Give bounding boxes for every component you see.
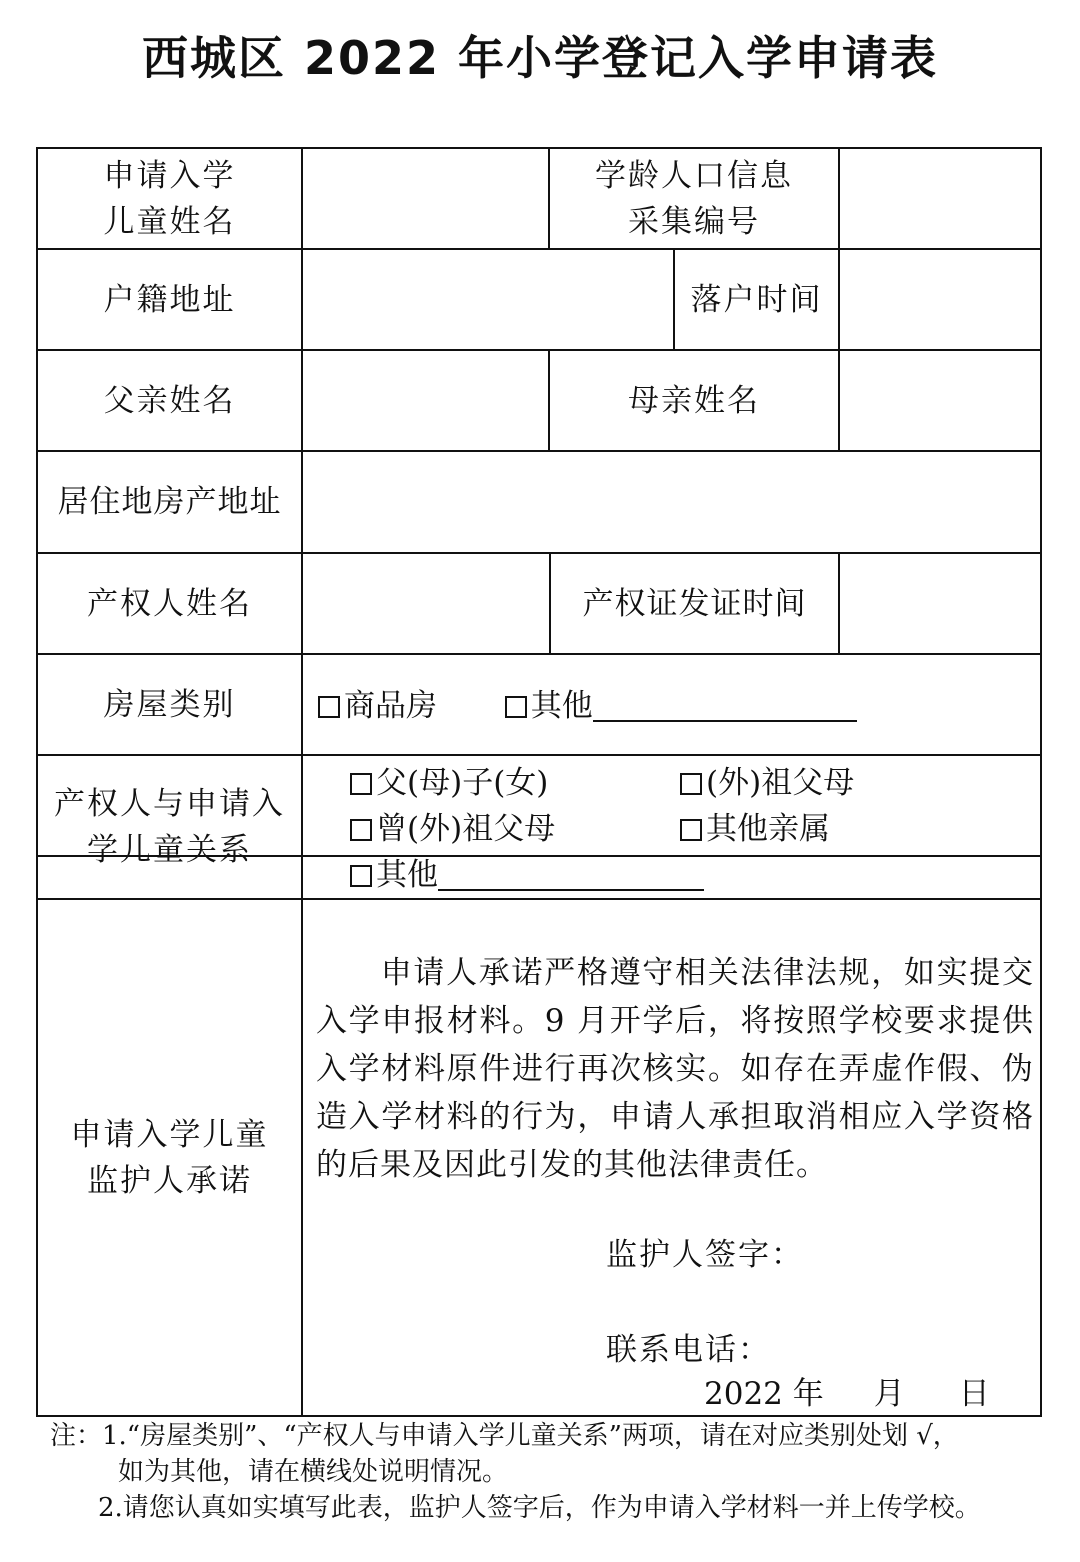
date-month-label: 月 xyxy=(873,1376,905,1412)
pledge-label-line2: 监护人承诺 xyxy=(87,1162,252,1199)
settle-time-label: 落户时间 xyxy=(690,281,823,318)
house-type-options xyxy=(318,683,857,729)
settle-time-field[interactable] xyxy=(840,250,1040,349)
great-grandparent-checkbox[interactable] xyxy=(350,819,372,841)
date-day-label: 日 xyxy=(958,1376,990,1412)
relation-label-line2: 学儿童关系 xyxy=(87,832,252,868)
relation-other-checkbox[interactable] xyxy=(350,865,372,887)
relation-option-parent-child xyxy=(350,760,548,806)
pledge-text-body: 申请人承诺严格遵守相关法律法规，如实提交入学申报材料。9 月开学后，将按照学校要求提供入学材料原件进行再次核实。如存在弄虚作假、伪造入学材料的行为，申请人承担取消相应入学资格的后果及因此引发的其他法律责任。 xyxy=(316,955,1034,1183)
contact-phone-label: 联系电话： xyxy=(606,1332,771,1368)
pledge-label xyxy=(38,900,301,1415)
residence-address-field[interactable] xyxy=(303,452,1040,552)
relation-option-grandparent xyxy=(680,760,854,806)
application-form xyxy=(36,147,1042,1417)
census-code-label xyxy=(550,149,838,248)
owner-name-label: 产权人姓名 xyxy=(87,585,252,622)
cert-date-field[interactable] xyxy=(840,554,1040,653)
relation-other-option-label: 其他 xyxy=(376,857,438,893)
child-name-label-line2: 儿童姓名 xyxy=(103,203,236,240)
relation-label xyxy=(38,756,301,898)
great-grandparent-option-label: 曾(外)祖父母 xyxy=(376,811,556,847)
census-code-label-line1: 学龄人口信息 xyxy=(595,157,793,194)
child-name-label-line1: 申请入学 xyxy=(103,157,236,194)
mother-name-label: 母亲姓名 xyxy=(628,382,760,419)
grandparent-option-label: (外)祖父母 xyxy=(706,765,855,801)
house-other-checkbox[interactable] xyxy=(505,696,527,718)
house-type-label: 房屋类别 xyxy=(103,686,236,723)
form-notes xyxy=(50,1418,1050,1526)
child-name-field[interactable] xyxy=(303,149,548,248)
date-year-label: 2022 年 xyxy=(704,1376,824,1412)
note-line-2: 如为其他，请在横线处说明情况。 xyxy=(118,1457,509,1487)
hukou-address-field[interactable] xyxy=(303,250,673,349)
parent-child-option-label: 父(母)子(女) xyxy=(376,765,549,801)
note-line-1: 注：1.“房屋类别”、“产权人与申请入学儿童关系”两项，请在对应类别处划 √， xyxy=(50,1421,959,1451)
relation-option-other xyxy=(350,852,704,898)
residence-address-label: 居住地房产地址 xyxy=(57,484,282,520)
pledge-text xyxy=(316,949,1034,1189)
house-other-blank[interactable] xyxy=(593,690,857,722)
census-code-label-line2: 采集编号 xyxy=(628,203,760,240)
form-title: 西城区 2022 年小学登记入学申请表 xyxy=(141,31,939,85)
house-other-option-label: 其他 xyxy=(530,688,593,724)
mother-name-field[interactable] xyxy=(840,351,1040,450)
commercial-checkbox[interactable] xyxy=(318,696,340,718)
cert-date-label: 产权证发证时间 xyxy=(582,585,807,622)
other-relative-checkbox[interactable] xyxy=(680,819,702,841)
relation-option-great-grandparent xyxy=(350,806,555,852)
father-name-field[interactable] xyxy=(303,351,548,450)
pledge-label-line1: 申请入学儿童 xyxy=(70,1116,269,1153)
other-relative-option-label: 其他亲属 xyxy=(706,811,830,847)
relation-other-blank[interactable] xyxy=(438,859,704,891)
relation-option-other-relative xyxy=(680,806,830,852)
owner-name-field[interactable] xyxy=(303,554,549,653)
grandparent-checkbox[interactable] xyxy=(680,773,702,795)
father-name-label: 父亲姓名 xyxy=(103,382,236,419)
census-code-field[interactable] xyxy=(840,149,1040,248)
guardian-signature-label: 监护人签字： xyxy=(606,1237,804,1273)
pledge-date xyxy=(704,1371,990,1417)
child-name-label xyxy=(38,149,301,248)
parent-child-checkbox[interactable] xyxy=(350,773,372,795)
relation-label-line1: 产权人与申请入 xyxy=(54,786,285,822)
commercial-option-label: 商品房 xyxy=(344,688,437,724)
hukou-address-label: 户籍地址 xyxy=(103,281,236,318)
note-line-3: 2.请您认真如实填写此表，监护人签字后，作为申请入学材料一并上传学校。 xyxy=(98,1493,981,1523)
